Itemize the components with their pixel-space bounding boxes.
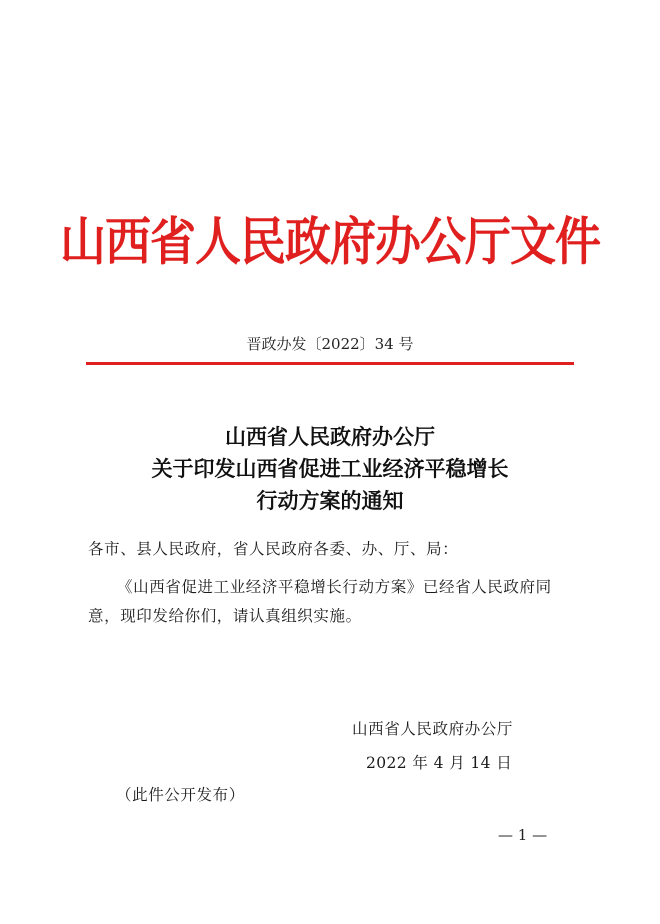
issue-date: 2022 年 4 月 14 日 bbox=[366, 754, 513, 772]
document-title bbox=[0, 421, 660, 517]
body-paragraph-line-1: 《山西省促进工业经济平稳增长行动方案》已经省人民政府同 bbox=[117, 578, 552, 596]
document-number: 晋政办发〔2022〕34 号 bbox=[246, 335, 414, 353]
title-line-1: 山西省人民政府办公厅 bbox=[225, 424, 435, 449]
body-paragraph-line-2: 意，现印发给你们，请认真组织实施。 bbox=[88, 607, 362, 625]
masthead-title: 山西省人民政府办公厅文件 bbox=[60, 211, 600, 272]
title-line-2: 关于印发山西省促进工业经济平稳增长 bbox=[151, 456, 509, 481]
red-divider bbox=[86, 362, 574, 365]
publication-note: （此件公开发布） bbox=[116, 786, 245, 804]
title-line-3: 行动方案的通知 bbox=[256, 488, 404, 513]
issuer-signature: 山西省人民政府办公厅 bbox=[352, 720, 514, 738]
page-number: — 1 — bbox=[498, 826, 548, 844]
salutation: 各市、县人民政府，省人民政府各委、办、厅、局： bbox=[88, 540, 459, 558]
